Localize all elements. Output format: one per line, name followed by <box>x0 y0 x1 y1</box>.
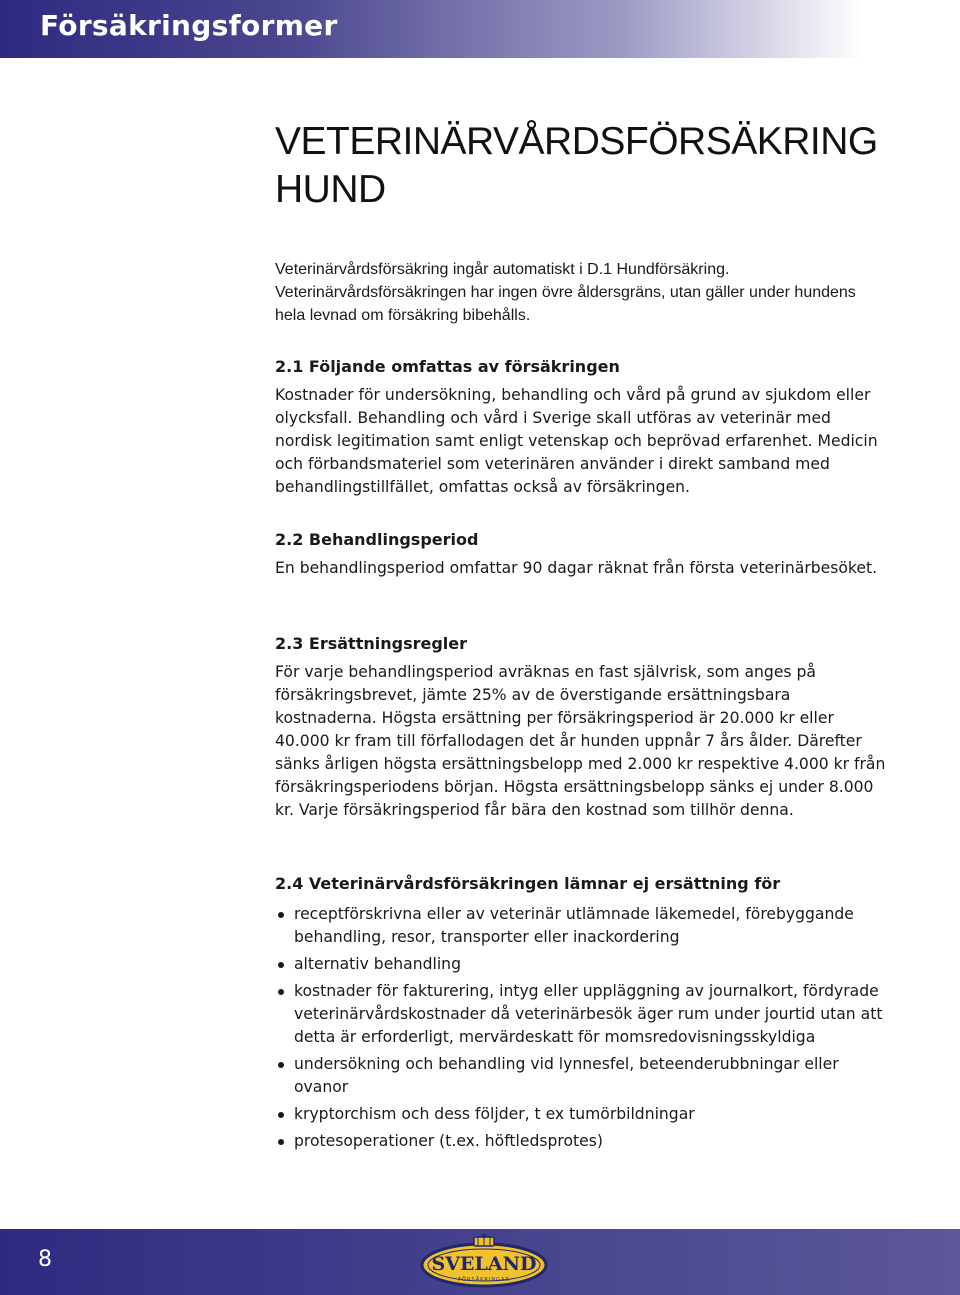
list-item <box>275 1130 887 1153</box>
list-item-text: undersökning och behandling vid lynnesfel, beteenderubbningar eller ovanor <box>294 1055 839 1096</box>
logo-text: SVELAND <box>431 1253 537 1275</box>
list-item-text: kostnader för fakturering, intyg eller uppläggning av journalkort, fördyrade veterinärvårdskostnader då veterinärbesök äger rum under jourtid utan att detta är erforderligt, mervärdeskatt för momsredovisningsskyldiga <box>294 982 883 1046</box>
bullet-icon <box>278 989 284 995</box>
bullet-icon <box>278 1062 284 1068</box>
section-2-2 <box>275 528 887 580</box>
section-2-1 <box>275 355 887 499</box>
section-body: För varje behandlingsperiod avräknas en fast självrisk, som anges på försäkringsbrevet, jämte 25% av de överstigande ersättningsbara kostnaderna. Högsta ersättning per försäkringsperiod är 20.000 kr eller 40.000 kr fram till förfallodagen det år hunden uppnår 7 års ålder. Därefter sänks årligen högsta ersättningsbelopp med 2.000 kr respektive 4.000 kr från försäkringsperiodens början. Högsta ersättningsbelopp sänks ej under 8.000 kr. Varje försäkringsperiod får bära den kostnad som tillhör denna. <box>275 663 886 819</box>
header-title: Försäkringsformer <box>40 9 338 42</box>
list-item <box>275 980 887 1049</box>
page-number: 8 <box>38 1247 52 1272</box>
list-item <box>275 953 887 976</box>
document-title <box>275 118 915 214</box>
bullet-icon <box>278 962 284 968</box>
section-body: Kostnader för undersökning, behandling och vård på grund av sjukdom eller olycksfall. Behandling och vård i Sverige skall utföras av veterinär med nordisk legitimation samt enligt vetenskap och beprövad erfarenhet. Medicin och förbandsmateriel som veterinären använder i direkt samband med behandlingstillfället, omfattas också av försäkringen. <box>275 386 878 496</box>
intro-paragraph: Veterinärvårdsförsäkring ingår automatiskt i D.1 Hundförsäkring. Veterinärvårdsförsäkringen har ingen övre åldersgräns, utan gäller under hundens hela levnad om försäkring bibehålls. <box>275 261 856 324</box>
section-2-3 <box>275 632 887 822</box>
list-item <box>275 1103 887 1126</box>
sveland-logo <box>418 1233 550 1291</box>
section-2-4 <box>275 872 887 1157</box>
document-title-line2: HUND <box>275 168 386 211</box>
exclusion-list <box>275 903 887 1153</box>
list-item <box>275 1053 887 1099</box>
list-item-text: receptförskrivna eller av veterinär utlämnade läkemedel, förebyggande behandling, resor, transporter eller inackordering <box>294 905 854 946</box>
section-heading: 2.2 Behandlingsperiod <box>275 530 479 549</box>
footer-band <box>0 1229 960 1295</box>
list-item-text: kryptorchism och dess följder, t ex tumörbildningar <box>294 1105 695 1123</box>
header-band <box>0 0 960 58</box>
section-heading: 2.4 Veterinärvårdsförsäkringen lämnar ej ersättning för <box>275 874 781 893</box>
list-item-text: alternativ behandling <box>294 955 461 973</box>
bullet-icon <box>278 1112 284 1118</box>
logo-subtext: FÖRSÄKRINGAR <box>458 1277 510 1283</box>
crown-icon <box>474 1234 494 1246</box>
section-heading: 2.1 Följande omfattas av försäkringen <box>275 357 620 376</box>
section-heading: 2.3 Ersättningsregler <box>275 634 468 653</box>
list-item-text: protesoperationer (t.ex. höftledsprotes) <box>294 1132 603 1150</box>
document-title-line1: VETERINÄRVÅRDSFÖRSÄKRING <box>275 120 878 163</box>
list-item <box>275 903 887 949</box>
bullet-icon <box>278 912 284 918</box>
section-body: En behandlingsperiod omfattar 90 dagar räknat från första veterinärbesöket. <box>275 559 878 577</box>
bullet-icon <box>278 1139 284 1145</box>
